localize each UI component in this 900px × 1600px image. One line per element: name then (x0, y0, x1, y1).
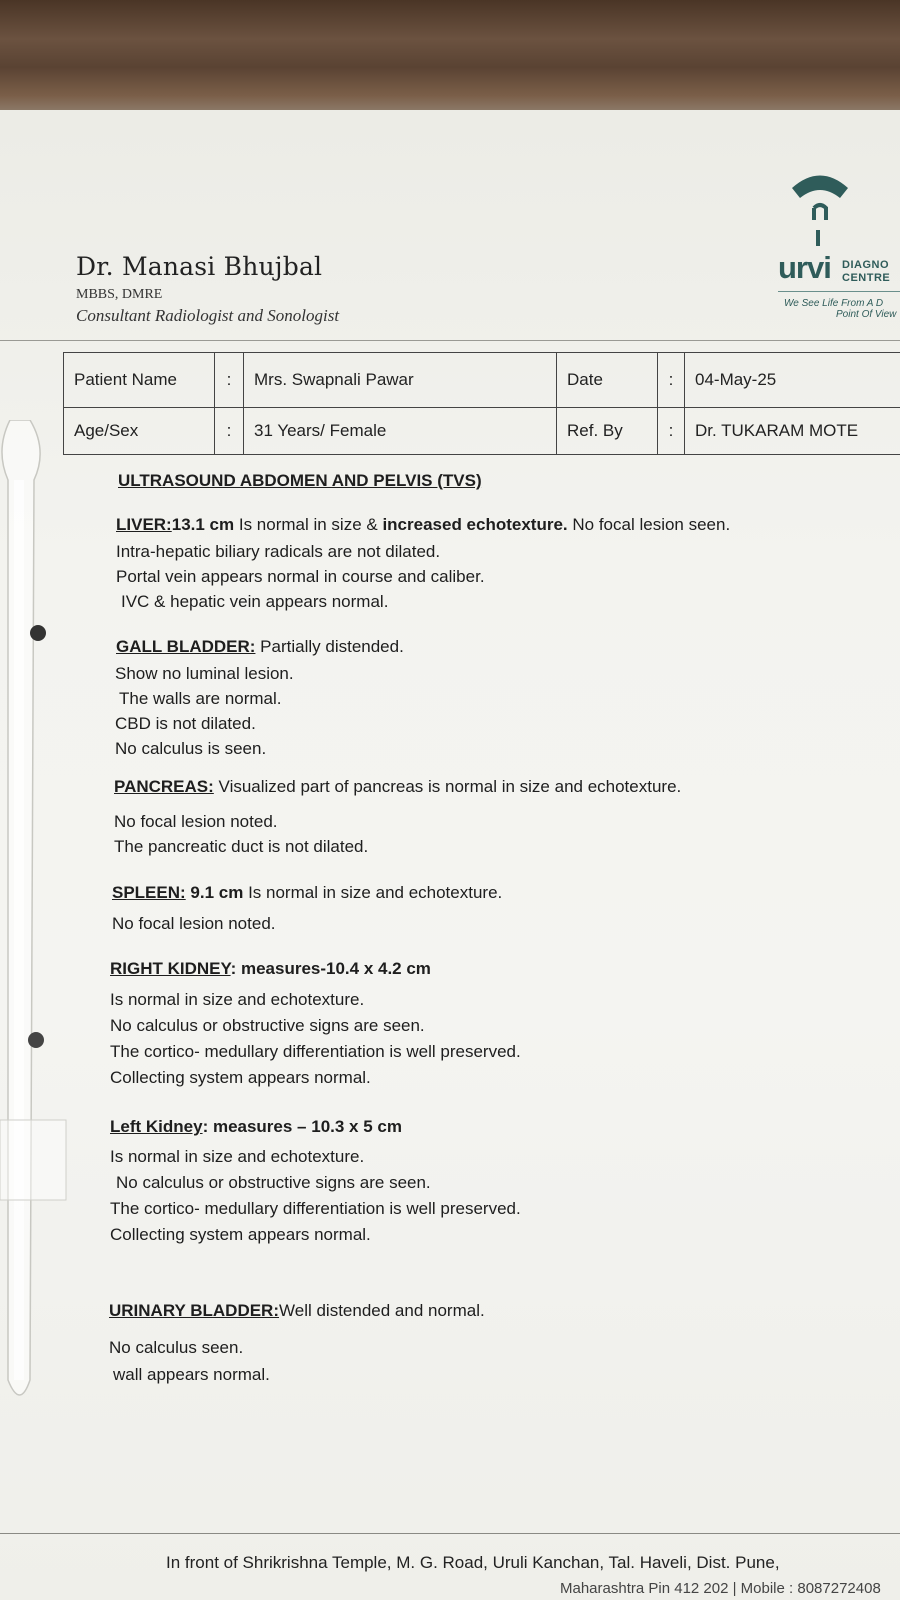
gallbladder-line: CBD is not dilated. (115, 714, 256, 733)
liver-line: IVC & hepatic vein appears normal. (121, 592, 389, 611)
header-divider (0, 340, 900, 341)
right-kidney-line: The cortico- medullary differentiation is well preserved. (110, 1042, 521, 1061)
patient-name-label: Patient Name (64, 353, 215, 408)
spleen-heading-line (112, 883, 502, 903)
pancreas-heading: PANCREAS: (114, 777, 214, 796)
letterhead (76, 252, 339, 326)
gallbladder-heading-line (116, 637, 404, 657)
gallbladder-heading: GALL BLADDER: (116, 637, 256, 656)
right-kidney-measure: : measures-10.4 x 4.2 cm (230, 959, 431, 978)
gallbladder-line: No calculus is seen. (115, 739, 267, 758)
doctor-name: Dr. Manasi Bhujbal (76, 252, 323, 281)
centre-tagline-2: Point Of View (836, 309, 897, 320)
gallbladder-line: Show no luminal lesion. (115, 664, 294, 683)
right-kidney-line: Collecting system appears normal. (110, 1068, 371, 1087)
urinary-bladder-line: No calculus seen. (109, 1338, 244, 1357)
left-kidney-heading-line (110, 1117, 402, 1137)
patient-info-table (63, 352, 900, 455)
gallbladder-line: The walls are normal. (119, 689, 282, 708)
wooden-table-background (0, 0, 900, 112)
liver-heading-line (116, 515, 730, 535)
urinary-bladder-heading: URINARY BLADDER: (109, 1301, 279, 1320)
right-kidney-line: Is normal in size and echotexture. (110, 990, 365, 1009)
doctor-designation: Consultant Radiologist and Sonologist (76, 306, 340, 325)
liver-line: Intra-hepatic biliary radicals are not dilated. (116, 542, 441, 561)
footer-address: In front of Shrikrishna Temple, M. G. Road, Uruli Kanchan, Tal. Haveli, Dist. Pune, (166, 1553, 780, 1572)
footer-contact: Maharashtra Pin 412 202 | Mobile : 8087272408 (560, 1580, 881, 1597)
right-kidney-line: No calculus or obstructive signs are seen. (110, 1016, 425, 1035)
refby-value: Dr. TUKARAM MOTE (685, 408, 900, 455)
pancreas-heading-line (114, 777, 681, 797)
date-value: 04-May-25 (685, 353, 900, 408)
right-kidney-heading-line (110, 959, 431, 979)
footer-divider (0, 1533, 900, 1534)
table-row (64, 353, 900, 408)
urinary-bladder-text: Well distended and normal. (279, 1301, 485, 1320)
centre-tagline-1: We See Life From A D (784, 298, 884, 309)
colon: : (215, 408, 244, 455)
liver-tail: No focal lesion seen. (567, 515, 731, 534)
report-title: ULTRASOUND ABDOMEN AND PELVIS (TVS) (118, 471, 482, 490)
left-kidney-line: Collecting system appears normal. (110, 1225, 371, 1244)
spleen-line: No focal lesion noted. (112, 914, 276, 933)
liver-heading: LIVER: (116, 515, 172, 534)
doctor-qualification: MBBS, DMRE (76, 287, 163, 302)
urinary-bladder-line: wall appears normal. (113, 1365, 270, 1384)
centre-logo-word: urvi (778, 250, 831, 285)
left-kidney-heading: Left Kidney (110, 1117, 203, 1136)
agesex-value: 31 Years/ Female (244, 408, 557, 455)
colon: : (658, 408, 685, 455)
left-kidney-line: Is normal in size and echotexture. (110, 1147, 365, 1166)
pancreas-line: No focal lesion noted. (114, 812, 278, 831)
pancreas-line: The pancreatic duct is not dilated. (114, 837, 369, 856)
file-clip (0, 420, 70, 1420)
spleen-measure: 9.1 cm (185, 883, 244, 902)
table-row (64, 408, 900, 455)
patient-name-value: Mrs. Swapnali Pawar (244, 353, 557, 408)
right-kidney-heading: RIGHT KIDNEY (110, 959, 231, 978)
liver-bold-text: increased echotexture. (382, 515, 568, 534)
agesex-label: Age/Sex (64, 408, 215, 455)
gallbladder-text: Partially distended. (255, 637, 404, 656)
pancreas-text: Visualized part of pancreas is normal in size and echotexture. (213, 777, 682, 796)
liver-text: Is normal in size & (234, 515, 383, 534)
liver-line: Portal vein appears normal in course and caliber. (116, 567, 485, 586)
left-kidney-line: No calculus or obstructive signs are seen. (116, 1173, 431, 1192)
spleen-heading: SPLEEN: (112, 883, 186, 902)
logo-divider (778, 291, 900, 292)
spleen-text: Is normal in size and echotexture. (243, 883, 503, 902)
left-kidney-measure: : measures – 10.3 x 5 cm (202, 1117, 402, 1136)
centre-name-line1: DIAGNO (842, 259, 889, 271)
colon: : (215, 353, 244, 408)
colon: : (658, 353, 685, 408)
left-kidney-line: The cortico- medullary differentiation is well preserved. (110, 1199, 521, 1218)
centre-name-line2: CENTRE (842, 272, 891, 284)
urinary-bladder-heading-line (109, 1301, 485, 1321)
liver-measure: 13.1 cm (171, 515, 235, 534)
refby-label: Ref. By (557, 408, 658, 455)
date-label: Date (557, 353, 658, 408)
